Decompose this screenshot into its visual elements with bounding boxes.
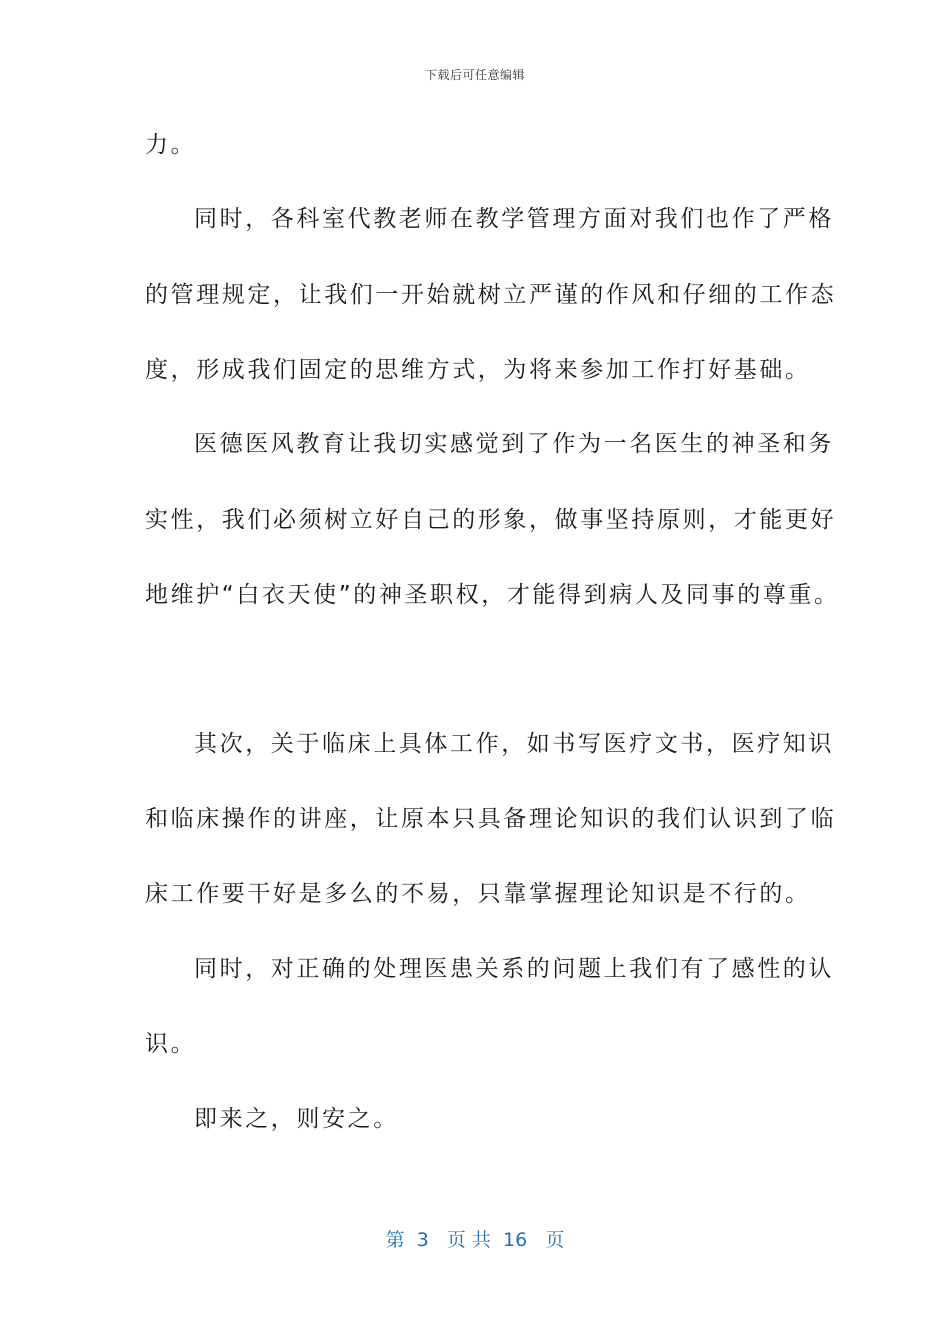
text-line: 同时，对正确的处理医患关系的问题上我们有了感性的认 — [194, 956, 834, 982]
text-line: 实性，我们必须树立好自己的形象，做事坚持原则，才能更好 — [145, 507, 837, 533]
page-number-footer: 第 3 页 共 16 页 — [385, 1229, 565, 1251]
text-line: 医德医风教育让我切实感觉到了作为一名医生的神圣和务 — [194, 431, 834, 457]
text-line: 地维护“白衣天使”的神圣职权，才能得到病人及同事的尊重。 — [145, 582, 840, 608]
text-line: 其次，关于临床上具体工作，如书写医疗文书，医疗知识 — [194, 731, 834, 757]
text-line: 度，形成我们固定的思维方式，为将来参加工作打好基础。 — [145, 357, 811, 383]
text-line: 和临床操作的讲座，让原本只具备理论知识的我们认识到了临 — [145, 806, 837, 832]
text-line: 识。 — [145, 1031, 197, 1057]
text-line: 的管理规定，让我们一开始就树立严谨的作风和仔细的工作态 — [145, 282, 837, 308]
text-line: 力。 — [145, 132, 197, 158]
text-line: 床工作要干好是多么的不易，只靠掌握理论知识是不行的。 — [145, 881, 811, 907]
page-header-note: 下载后可任意编辑 — [424, 68, 525, 82]
text-line: 即来之，则安之。 — [194, 1106, 399, 1132]
text-line: 同时，各科室代教老师在教学管理方面对我们也作了严格 — [194, 206, 834, 232]
